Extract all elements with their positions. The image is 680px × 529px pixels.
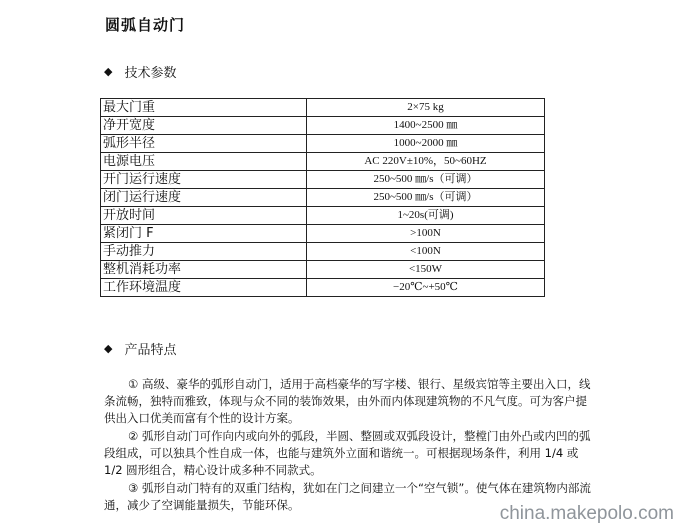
feature-paragraph: ② 弧形自动门可作向内或向外的弧段，半圆、整圆或双弧段设计，整樘门由外凸或内凹的弧段组成，可以独具个性自成一体，也能与建筑外立面和谐统一。可根据现场条件，利用 1/4 或 1/2 圆形组合，精心设计成多种不同款式。 <box>104 429 591 477</box>
spec-row <box>101 117 545 135</box>
spec-row <box>101 207 545 225</box>
spec-label: 整机消耗功率 <box>101 261 307 279</box>
spec-value: 1400~2500 ㎜ <box>307 117 545 135</box>
spec-label: 工作环境温度 <box>101 279 307 297</box>
spec-value: >100N <box>307 225 545 243</box>
spec-label: 弧形半径 <box>101 135 307 153</box>
spec-label: 手动推力 <box>101 243 307 261</box>
spec-row <box>101 99 545 117</box>
spec-heading-label: 技术参数 <box>124 66 177 81</box>
spec-label: 开门运行速度 <box>101 171 307 189</box>
spec-section-heading <box>104 62 176 81</box>
spec-value: 1~20s(可调) <box>307 207 545 225</box>
spec-label: 净开宽度 <box>101 117 307 135</box>
spec-row <box>101 243 545 261</box>
watermark: china.makepolo.com <box>499 503 674 524</box>
spec-label: 最大门重 <box>101 99 307 117</box>
spec-row <box>101 261 545 279</box>
spec-label: 闭门运行速度 <box>101 189 307 207</box>
spec-row <box>101 189 545 207</box>
spec-table <box>100 98 545 297</box>
spec-label: 电源电压 <box>101 153 307 171</box>
diamond-bullet-icon: ◆ <box>104 65 113 78</box>
spec-row <box>101 171 545 189</box>
spec-row <box>101 225 545 243</box>
spec-row <box>101 279 545 297</box>
features-section-heading <box>104 339 176 358</box>
spec-label: 紧闭门 F <box>101 225 307 243</box>
spec-value: 250~500 ㎜/s（可调） <box>307 189 545 207</box>
spec-value: <150W <box>307 261 545 279</box>
spec-value: 2×75 kg <box>307 99 545 117</box>
features-list <box>104 376 596 515</box>
spec-row <box>101 153 545 171</box>
spec-value: 250~500 ㎜/s（可调） <box>307 171 545 189</box>
feature-paragraph: ③ 弧形自动门特有的双重门结构，犹如在门之间建立一个“空气锁”。使气体在建筑物内部流通，减少了空调能量损失，节能环保。 <box>104 481 591 512</box>
feature-paragraph: ① 高级、豪华的弧形自动门，适用于高档豪华的写字楼、银行、星级宾馆等主要出入口，线条流畅，独特而雅致，体现与众不同的装饰效果，由外而内体现建筑物的不凡气度。可为客户提供出入口优美而富有个性的设计方案。 <box>104 377 591 425</box>
page-title: 圆弧自动门 <box>105 16 186 34</box>
diamond-bullet-icon: ◆ <box>104 342 113 355</box>
spec-value: <100N <box>307 243 545 261</box>
spec-value: −20℃~+50℃ <box>307 279 545 297</box>
spec-value: AC 220V±10%，50~60HZ <box>307 153 545 171</box>
spec-label: 开放时间 <box>101 207 307 225</box>
spec-row <box>101 135 545 153</box>
spec-value: 1000~2000 ㎜ <box>307 135 545 153</box>
features-heading-label: 产品特点 <box>124 343 177 358</box>
